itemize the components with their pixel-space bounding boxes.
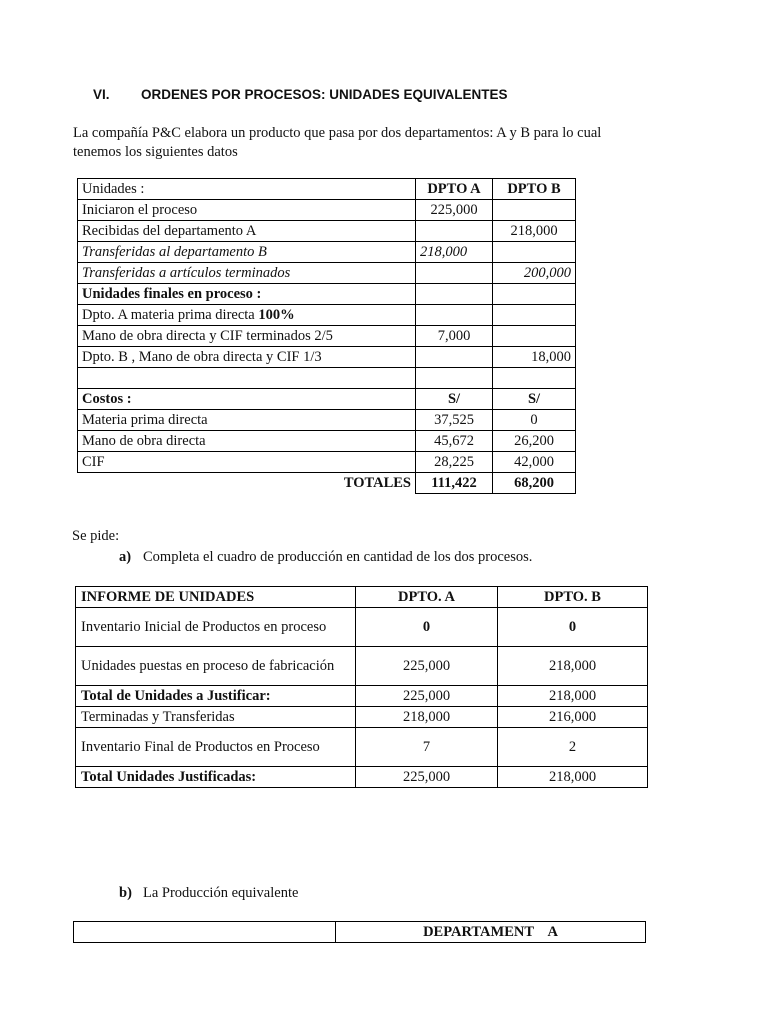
cost-value-a: 28,225	[416, 452, 493, 473]
report-row-value-a: 0	[356, 608, 498, 647]
report-row-label: Total de Unidades a Justificar:	[76, 686, 356, 707]
row-value-b: 200,000	[493, 263, 576, 284]
cost-label: Mano de obra directa	[78, 431, 416, 452]
table-row	[76, 647, 648, 686]
table-row	[78, 431, 576, 452]
cost-value-b: 26,200	[493, 431, 576, 452]
table-row	[76, 728, 648, 767]
row-label-percent: 100%	[258, 307, 295, 323]
task-b	[119, 885, 298, 902]
table-row	[78, 326, 576, 347]
totals-label: TOTALES	[343, 475, 411, 492]
report-row-label: Inventario Inicial de Productos en proceso	[76, 608, 356, 647]
section-number: VI.	[93, 87, 110, 102]
header-units-label: Unidades :	[78, 179, 416, 200]
task-b-text: La Producción equivalente	[143, 885, 299, 901]
row-label: Transferidas al departamento B	[78, 242, 416, 263]
intro-line-2: tenemos los siguientes datos	[73, 144, 238, 160]
totals-value-a: 111,422	[416, 473, 493, 494]
totals-row	[78, 473, 576, 494]
report-row-label: Inventario Final de Productos en Proceso	[76, 728, 356, 767]
table-row	[76, 767, 648, 788]
report-row-value-b: 216,000	[498, 707, 648, 728]
row-label: Recibidas del departamento A	[78, 221, 416, 242]
report-row-value-a: 218,000	[356, 707, 498, 728]
spacer-row	[78, 368, 576, 389]
cost-label: Materia prima directa	[78, 410, 416, 431]
costs-label: Costos :	[78, 389, 416, 410]
row-label: Transferidas a artículos terminados	[78, 263, 416, 284]
row-label-text: Dpto. A materia prima directa	[82, 307, 259, 323]
row-value-a	[416, 221, 493, 242]
row-label	[78, 305, 416, 326]
costs-currency-b: S/	[493, 389, 576, 410]
data-table-header	[78, 179, 576, 200]
task-a-letter: a)	[119, 549, 132, 565]
report-row-value-a: 225,000	[356, 647, 498, 686]
row-value-a	[416, 305, 493, 326]
table-row	[76, 608, 648, 647]
cost-value-b: 42,000	[493, 452, 576, 473]
table-row	[78, 263, 576, 284]
row-value-b	[493, 305, 576, 326]
row-value-b	[493, 284, 576, 305]
row-value-a	[416, 347, 493, 368]
equivalent-production-table	[73, 921, 646, 943]
report-header-dpto-b: DPTO. B	[498, 587, 648, 608]
table-row	[76, 686, 648, 707]
table-row	[78, 452, 576, 473]
costs-header	[78, 389, 576, 410]
table-row	[78, 221, 576, 242]
report-row-value-a: 7	[356, 728, 498, 767]
report-row-value-a: 225,000	[356, 686, 498, 707]
cost-value-a: 37,525	[416, 410, 493, 431]
report-row-value-b: 218,000	[498, 647, 648, 686]
intro-paragraph	[73, 124, 713, 162]
header-dpto-a: DPTO A	[416, 179, 493, 200]
task-a	[119, 549, 532, 566]
equiv-table-header	[74, 922, 646, 943]
equiv-header-department-a: DEPARTAMENT A	[336, 922, 646, 943]
report-header-label: INFORME DE UNIDADES	[76, 587, 356, 608]
cost-value-a: 45,672	[416, 431, 493, 452]
row-value-a: 225,000	[416, 200, 493, 221]
report-row-label: Unidades puestas en proceso de fabricación	[76, 647, 356, 686]
table-row	[76, 707, 648, 728]
report-table	[75, 586, 648, 788]
data-table	[77, 178, 576, 494]
row-label: Unidades finales en proceso :	[78, 284, 416, 305]
row-value-b: 18,000	[493, 347, 576, 368]
costs-currency-a: S/	[416, 389, 493, 410]
table-row	[78, 410, 576, 431]
header-dpto-b: DPTO B	[493, 179, 576, 200]
report-row-value-b: 218,000	[498, 767, 648, 788]
row-label: Iniciaron el proceso	[78, 200, 416, 221]
section-heading	[93, 87, 508, 102]
row-value-b	[493, 326, 576, 347]
report-header-dpto-a: DPTO. A	[356, 587, 498, 608]
row-value-a	[416, 284, 493, 305]
cost-value-b: 0	[493, 410, 576, 431]
report-row-value-b: 218,000	[498, 686, 648, 707]
table-row	[78, 305, 576, 326]
report-row-value-b: 0	[498, 608, 648, 647]
row-value-b	[493, 200, 576, 221]
report-row-value-a: 225,000	[356, 767, 498, 788]
report-row-label: Terminadas y Transferidas	[76, 707, 356, 728]
task-b-letter: b)	[119, 885, 132, 901]
row-value-a: 218,000	[416, 242, 493, 263]
report-table-header	[76, 587, 648, 608]
se-pide-label: Se pide:	[72, 528, 120, 544]
section-title: ORDENES POR PROCESOS: UNIDADES EQUIVALENTES	[141, 87, 508, 102]
row-value-b	[493, 242, 576, 263]
intro-line-1: La compañía P&C elabora un producto que pasa por dos departamentos: A y B para lo cual	[73, 125, 602, 141]
row-value-a	[416, 263, 493, 284]
table-row	[78, 347, 576, 368]
equiv-header-left	[74, 922, 336, 943]
row-value-a: 7,000	[416, 326, 493, 347]
table-row	[78, 284, 576, 305]
row-value-b: 218,000	[493, 221, 576, 242]
table-row	[78, 242, 576, 263]
row-label: Mano de obra directa y CIF terminados 2/5	[78, 326, 416, 347]
cost-label: CIF	[78, 452, 416, 473]
totals-value-b: 68,200	[493, 473, 576, 494]
row-label: Dpto. B , Mano de obra directa y CIF 1/3	[78, 347, 416, 368]
report-row-label: Total Unidades Justificadas:	[76, 767, 356, 788]
table-row	[78, 200, 576, 221]
report-row-value-b: 2	[498, 728, 648, 767]
task-a-text: Completa el cuadro de producción en cantidad de los dos procesos.	[143, 549, 533, 565]
